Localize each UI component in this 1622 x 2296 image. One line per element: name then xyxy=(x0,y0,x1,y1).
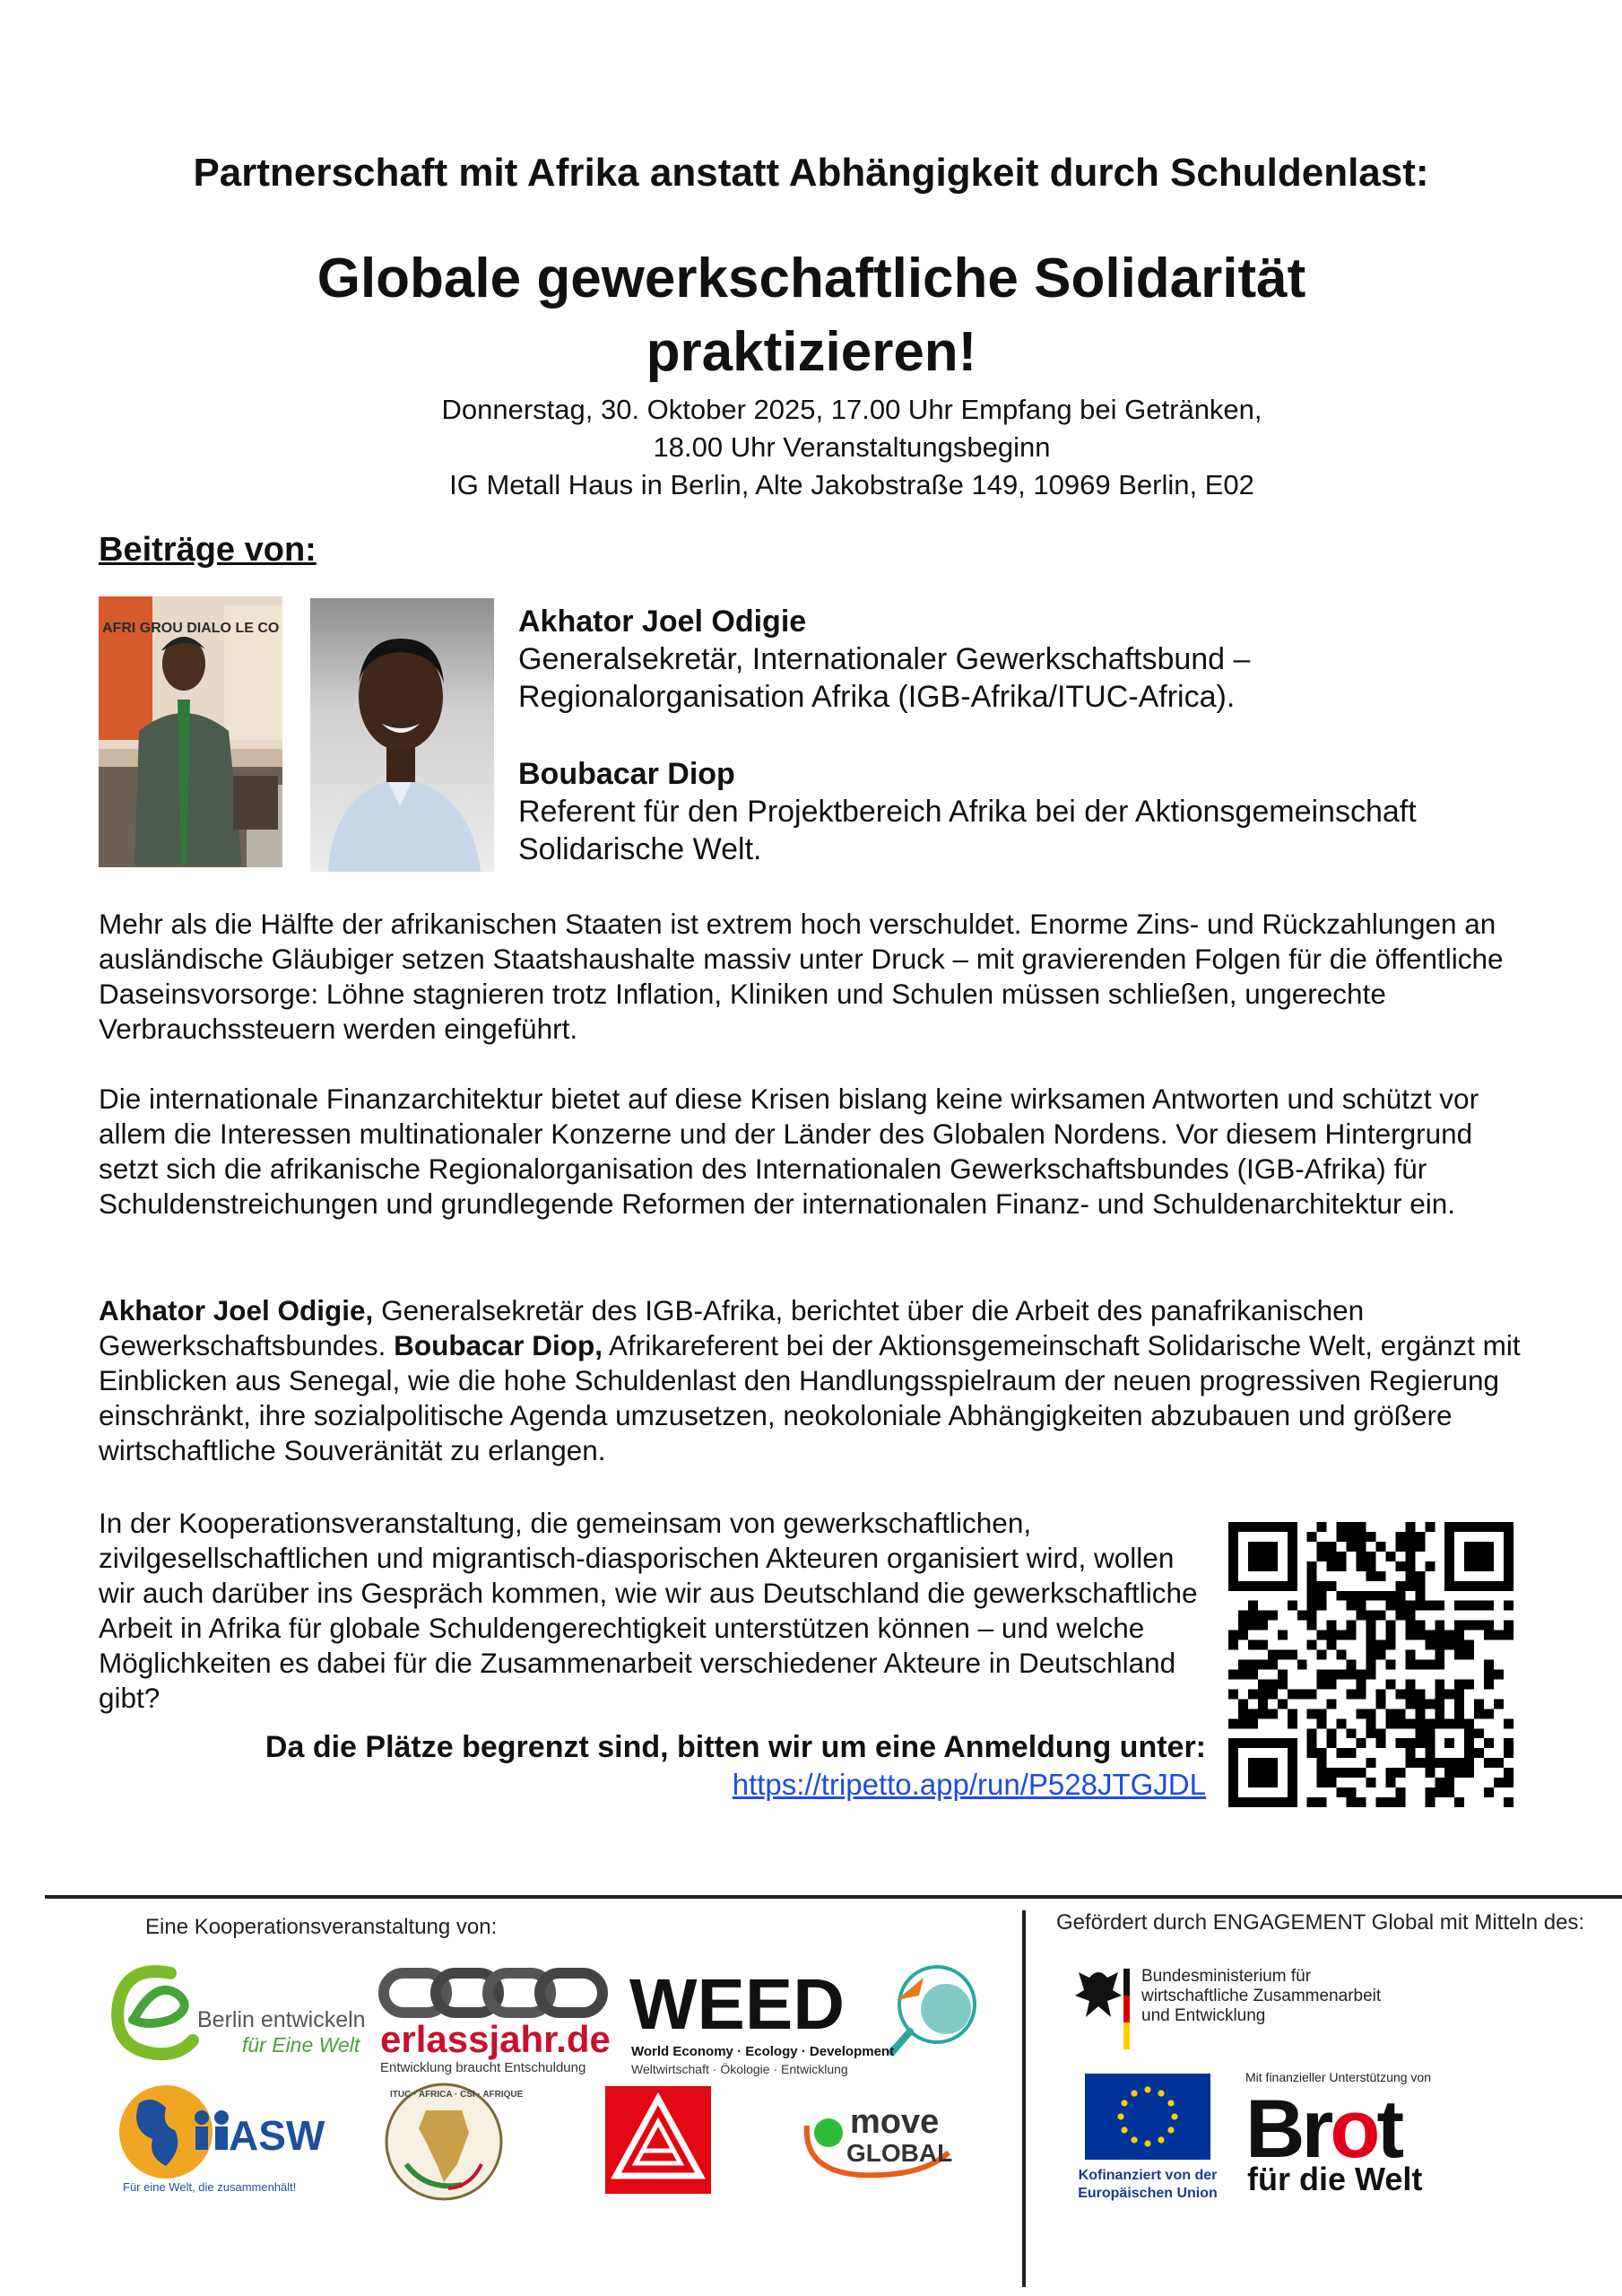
photo-banner-text: AFRI GROU DIALO LE CO xyxy=(102,621,280,636)
speaker-role: Generalsekretär, Internationaler Gewerkschaftsbund – xyxy=(518,642,1251,676)
logo-move-global[interactable] xyxy=(796,2090,967,2188)
logo-bmz[interactable] xyxy=(1071,1960,1382,2058)
weed-logo-graphic xyxy=(628,1955,986,2081)
erlassjahr-subtitle: Entwicklung braucht Entschuldung xyxy=(380,2060,586,2075)
bmz-line1: Bundesministerium für xyxy=(1141,1967,1312,1986)
eu-star-icon xyxy=(1121,2100,1127,2106)
brot-top: Mit finanzieller Unterstützung von xyxy=(1245,2070,1431,2084)
event-start: 18.00 Uhr Veranstaltungsbeginn xyxy=(653,431,1051,463)
eu-line2: Europäischen Union xyxy=(1078,2186,1218,2201)
body-paragraph-4: In der Kooperationsveranstaltung, die gemeinsam von gewerkschaftlichen, zivilgesellschaftlichen und migrantisch-diasporischen Akteuren organisiert wird, wollen wir auch darüber ins Gespräch kommen, wie wir aus Deutschland die gewerkschaftliche Arbeit in Afrika für globale Schuldengerechtigkeit unterstützen können – und welche Möglichkeiten es dabei für die Zusammenarbeit verschiedener Akteure in Deutschland gibt? xyxy=(99,1507,1198,1714)
event-date: Donnerstag, 30. Oktober 2025, 17.00 Uhr Empfang bei Getränken, xyxy=(441,394,1262,425)
move-global-graphic xyxy=(796,2090,967,2188)
speaker-role: Regionalorganisation Afrika (IGB-Afrika/ITUC-Africa). xyxy=(518,680,1236,714)
brot-part3: t xyxy=(1376,2083,1401,2175)
qr-code-graphic xyxy=(1228,1522,1514,1807)
registration-block xyxy=(99,1728,1206,1804)
weed-subtitle-en: World Economy · Ecology · Development xyxy=(631,2044,895,2059)
brot-part2: o xyxy=(1330,2083,1377,2175)
eu-flag-icon xyxy=(1076,2072,1228,2206)
eu-star-icon xyxy=(1131,2136,1137,2143)
speaker-photo-odigie-illustration xyxy=(99,596,282,867)
eu-line1: Kofinanziert von der xyxy=(1078,2168,1218,2183)
title-line-1: Globale gewerkschaftliche Solidarität xyxy=(317,248,1306,309)
body-paragraph-2: Die internationale Finanzarchitektur bietet auf diese Krisen bislang keine wirksamen Antworten und schützt vor allem die Interessen multinationaler Konzerne und der Länder des Globalen Nordens. Vor diesem Hintergrund setzt sich die afrikanische Regionalorganisation des Internationalen Gewerkschaftsbundes (IGB-Afrika) für Schuldenstreichungen und grundlegende Reformen der internationalen Finanz- und Schuldenarchitektur ein. xyxy=(99,1083,1479,1220)
weed-subtitle-de: Weltwirtschaft · Ökologie · Entwicklung xyxy=(631,2062,848,2076)
eu-star-icon xyxy=(1167,2126,1174,2133)
federal-eagle-icon xyxy=(1071,1960,1382,2058)
speaker-name-inline: Boubacar Diop, xyxy=(394,1329,603,1361)
berlin-line2: für Eine Welt xyxy=(242,2033,360,2057)
registration-link[interactable]: https://tripetto.app/run/P528JTGJDL xyxy=(732,1768,1206,1801)
asw-globe-icon xyxy=(112,2076,332,2197)
speaker-block-odigie xyxy=(518,603,1549,716)
speaker-name-inline: Akhator Joel Odigie, xyxy=(99,1294,374,1326)
cooperation-label: Eine Kooperationsveranstaltung von: xyxy=(145,1915,498,1939)
ituc-africa-icon xyxy=(381,2079,524,2205)
paragraph-text: Generalsekretär des IGB-Afrika, berichtet über die Arbeit des panafrikanischen Gewerkschaftsbundes. xyxy=(99,1294,1365,1361)
funding-label: Gefördert durch ENGAGEMENT Global mit Mitteln des: xyxy=(1056,1910,1585,1935)
bmz-line2: wirtschaftliche Zusammenarbeit xyxy=(1141,1987,1382,2005)
ituc-text: ITUC · AFRICA · CSI · AFRIQUE xyxy=(390,2090,524,2100)
asw-subtitle: Für eine Welt, die zusammenhält! xyxy=(123,2180,297,2194)
speaker-photo-odigie xyxy=(99,596,282,867)
registration-text: Da die Plätze begrenzt sind, bitten wir um eine Anmeldung unter: xyxy=(265,1730,1206,1764)
logo-erlassjahr[interactable] xyxy=(377,1964,610,2076)
body-paragraph-1: Mehr als die Hälfte der afrikanischen Staaten ist extrem hoch verschuldet. Enorme Zins- und Rückzahlungen an ausländische Gläubiger setzen Staatshaushalte massiv unter Druck – mit gravierenden Folgen für die öffentliche Daseinsvorsorge: Löhne stagnieren trotz Inflation, Kliniken und Schulen müssen schließen, ungerechte Verbrauchssteuern werden eingeführt. xyxy=(99,908,1504,1045)
logo-berlin-entwickeln[interactable] xyxy=(108,1964,368,2067)
chain-icon xyxy=(377,1964,610,2076)
logo-ituc-africa[interactable] xyxy=(381,2079,524,2205)
event-info xyxy=(269,391,1435,504)
eu-star-icon xyxy=(1117,2113,1123,2119)
speaker-name: Akhator Joel Odigie xyxy=(518,604,807,639)
footer-divider-line xyxy=(45,1895,1622,1899)
eu-star-icon xyxy=(1131,2090,1137,2096)
speaker-block-diop xyxy=(518,755,1549,868)
paragraph-text: Afrikareferent bei der Aktionsgemeinschaft Solidarische Welt, ergänzt mit Einblicken aus Senegal, wie die hohe Schuldenlast den Handlungsspielraum der neuen progressiven Regierung einschränkt, ihre sozialpolitische Agenda umzusetzen, neokoloniale Abhängigkeiten abzubauen und größere wirtschaftliche Souveränität zu erlangen. xyxy=(99,1329,1521,1466)
body-paragraph-3 xyxy=(99,1293,1524,1468)
page-title xyxy=(224,242,1399,389)
logo-brot-fuer-die-welt[interactable] xyxy=(1242,2067,1475,2202)
weed-name: WEED xyxy=(629,1964,845,2044)
eu-star-icon xyxy=(1158,2090,1164,2096)
bmz-line3: und Entwicklung xyxy=(1141,2006,1266,2025)
eu-star-icon xyxy=(1171,2113,1177,2119)
speaker-photo-diop xyxy=(310,598,494,872)
asw-name: ASW xyxy=(229,2112,325,2159)
supertitle: Partnerschaft mit Afrika anstatt Abhängigkeit durch Schuldenlast: xyxy=(193,151,1429,195)
eu-star-icon xyxy=(1121,2126,1127,2133)
move-text: move xyxy=(850,2103,940,2141)
ig-metall-icon xyxy=(605,2086,711,2194)
global-text: GLOBAL xyxy=(846,2139,953,2167)
logo-weed[interactable] xyxy=(628,1955,986,2081)
title-line-2: praktizieren! xyxy=(646,321,977,383)
logo-asw[interactable] xyxy=(112,2076,332,2197)
speaker-role: Referent für den Projektbereich Afrika bei der Aktionsgemeinschaft xyxy=(518,795,1417,829)
logo-ig-metall[interactable] xyxy=(605,2086,711,2194)
speaker-name: Boubacar Diop xyxy=(518,757,735,791)
footer-vertical-divider xyxy=(1022,1910,1026,2287)
speaker-photo-diop-illustration xyxy=(310,598,494,872)
berlin-line1: Berlin entwickeln xyxy=(197,2007,366,2032)
eu-star-icon xyxy=(1167,2100,1174,2106)
speaker-role: Solidarische Welt. xyxy=(518,832,762,866)
event-location: IG Metall Haus in Berlin, Alte Jakobstraße 149, 10969 Berlin, E02 xyxy=(449,469,1254,500)
qr-code[interactable] xyxy=(1228,1522,1514,1807)
eu-star-icon xyxy=(1144,2140,1150,2146)
brot-logo-graphic xyxy=(1242,2067,1475,2202)
contributions-heading: Beiträge von: xyxy=(99,531,317,569)
brot-subtitle: für die Welt xyxy=(1247,2161,1423,2197)
berlin-e-icon xyxy=(108,1964,368,2067)
eu-star-icon xyxy=(1158,2136,1164,2143)
erlassjahr-name: erlassjahr.de xyxy=(380,2018,611,2060)
logo-eu[interactable] xyxy=(1076,2072,1228,2206)
eu-star-icon xyxy=(1144,2086,1150,2092)
brot-part1: Br xyxy=(1245,2083,1331,2175)
